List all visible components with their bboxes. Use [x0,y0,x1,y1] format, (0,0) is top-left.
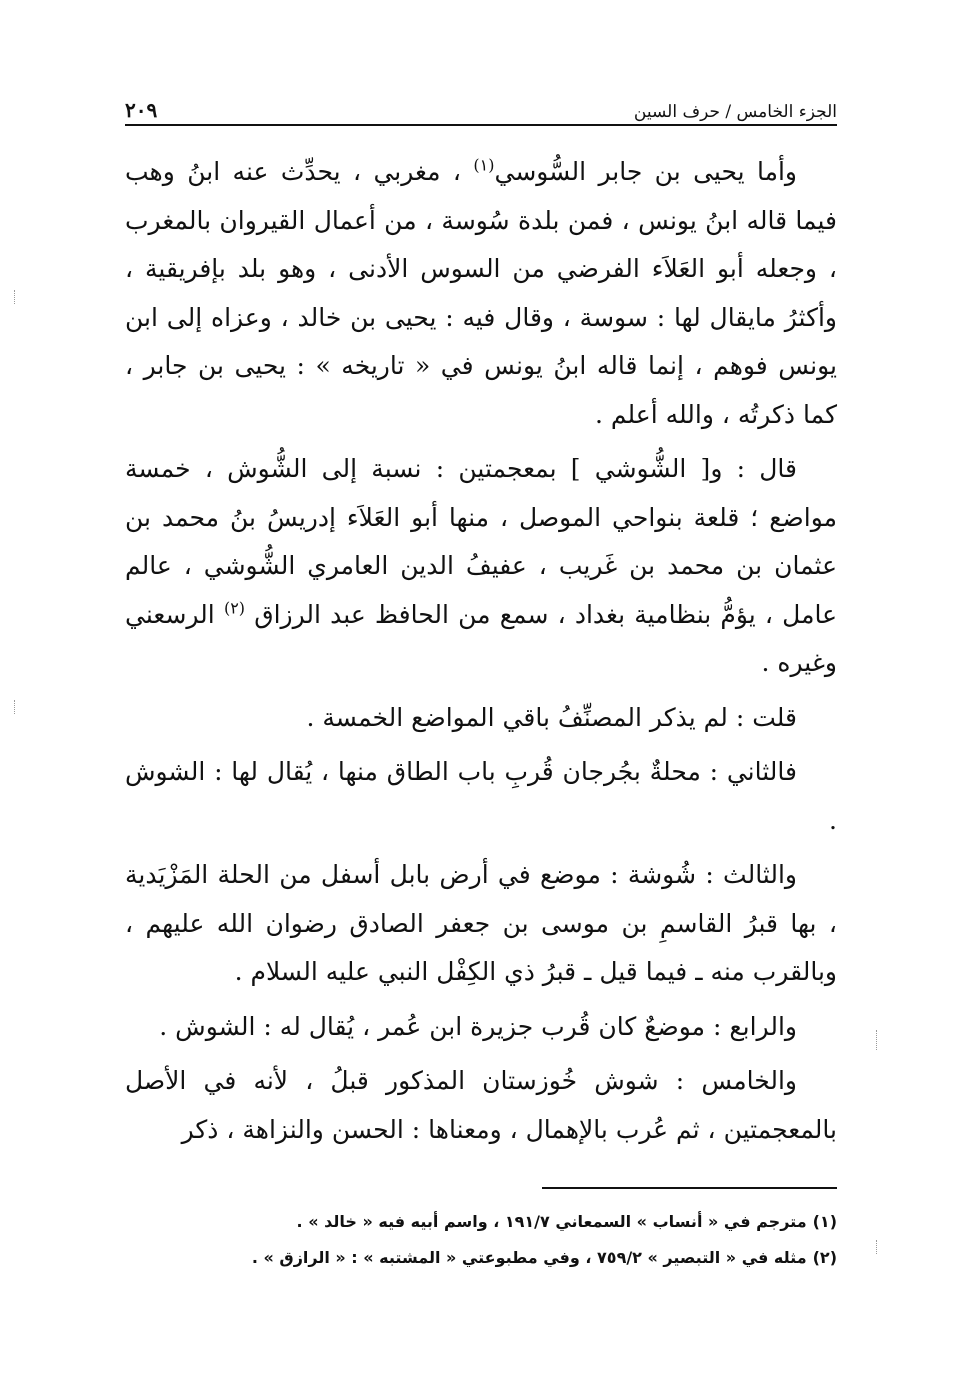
footnote-ref-2: (٢) [223,598,246,618]
paragraph-text: وأما يحيى بن جابر السُّوسي [494,157,797,186]
paragraph-text: فالثاني : محلةٌ بجُرجان قُربِ باب الطاق منها ، يُقال لها : الشوش . [125,757,837,835]
footnote-rule [542,1187,837,1189]
paragraph-text: والثالث : شُوشة : موضع في أرض بابل أسفل من الحلة المَزْيَدية ، بها قبرُ القاسمِ بن موسى بن جعفر الصادق رضوان الله عليهم ، وبالقرب منه ـ فيما قيل ـ قبرُ ذي الكِفْل النبي عليه السلام . [125,860,837,986]
scan-margin-mark [14,290,15,304]
paragraph-al-shushi [125,445,837,688]
paragraph-text: قال : و[ الشُّوشي ] بمعجمتين : نسبة إلى الشُّوش ، خمسة مواضع ؛ قلعة بنواحي الموصل ، منها أبو العَلاَء إدريسُ بنُ محمد بن عثمان بن محمد بن غَريب ، عفيفُ الدين العامري الشُّوشي ، عالم عامل ، يؤمُّ بنظامية بغداد ، سمع من الحافظ عبد الرزاق [125,454,838,629]
paragraph-fifth [125,1057,837,1154]
paragraph-text: ، مغربي ، يحدِّث عنه ابنُ وهب فيما قاله ابنُ يونس ، فمن بلدة سُوسة ، من أعمال القيروان بالمغرب ، وجعله أبو العَلاَء الفرضي من السوس الأدنى ، وهو بلد بإفريقية ، وأكثرُ مايقال لها : سوسة ، وقال فيه : يحيى بن خالد ، وعزاه إلى ابن يونس فوهم ، إنما قاله ابنُ يونس في « تاريخه » : يحيى بن جابر ، كما ذكرتُه ، والله أعلم . [125,157,837,429]
body-text [125,148,837,1160]
scan-margin-mark [876,1030,877,1050]
paragraph-text: والخامس : شوش خُوزستان المذكور قبلُ ، لأنه في الأصل بالمعجمتين ، ثم عُرب بالإهمال ، ومعناها : الحسن والنزاهة ، ذكر [125,1066,837,1144]
footnote-number: (٢) [812,1248,837,1267]
scan-margin-mark [876,1240,877,1254]
header-rule [125,124,837,126]
footnote-1 [125,1204,837,1240]
footnote-2 [125,1240,837,1276]
paragraph-fourth [125,1003,837,1052]
paragraph-qultu [125,694,837,743]
footnote-number: (١) [812,1212,837,1231]
paragraph-text: الرسعني وغيره . [125,599,837,677]
paragraph-second [125,748,837,845]
paragraph-yahya-ibn-jabir [125,148,837,439]
page-header [125,82,837,122]
footnotes [125,1204,837,1276]
footnote-ref-1: (١) [473,155,495,175]
footnote-text: مثله في « التبصير » ٧٥٩/٢ ، وفي مطبوعتي « المشتبه » : « الرازق » . [251,1248,807,1267]
running-head: الجزء الخامس / حرف السين [633,102,837,122]
paragraph-third [125,851,837,997]
paragraph-text: والرابع : موضعٌ كان قُرب جزيرة ابن عُمر ، يُقال له : الشوش . [159,1011,797,1041]
scan-margin-mark [14,700,15,714]
page-number: ٢٠٩ [125,98,158,122]
paragraph-text: قلت : لم يذكر المصنِّفُ باقي المواضع الخمسة . [306,702,797,732]
footnote-text: مترجم في « أنساب » السمعاني ١٩١/٧ ، واسم أبيه فيه « خالد » . [296,1212,807,1231]
